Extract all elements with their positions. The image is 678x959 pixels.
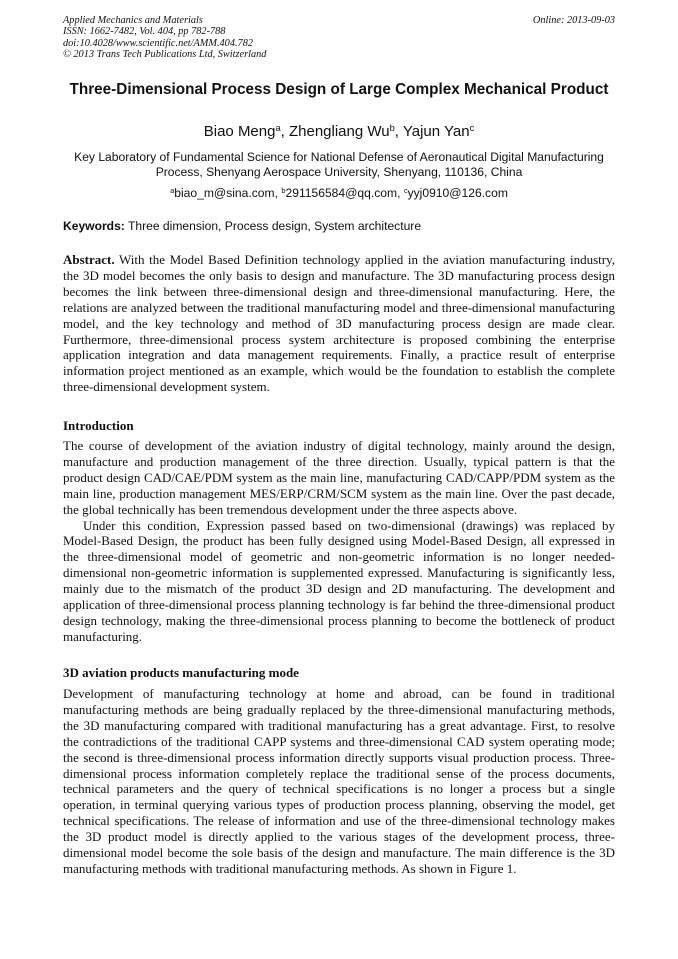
abstract-text: With the Model Based Definition technology applied in the aviation manufacturing industry, the 3D model becomes the only basis to design and manufacture. The 3D manufacturing process design becomes the link between three-dimensional design and three-dimensional manufacturing. Here, the relations are analyzed between the traditional manufacturing model and three-dimensional manufacturing model, and the key technology and method of 3D manufacturing process design are made clear. Furthermore, three-dimensional process system architecture is proposed combining the enterprise application integration and data management requirements. Finally, a practice result of enterprise information project mentioned as an example, which would be the foundation to establish the complete three-dimensional development system. [63,252,616,395]
author-name: Yajun Yan [402,123,470,140]
author-affil-mark: b [389,122,395,133]
author-name: Biao Meng [203,123,276,140]
paragraph: Development of manufacturing technology at home and abroad, can be found in traditional manufacturing methods are being gradually replaced by the three-dimensional manufacturing methods, the 3D manufacturing compared with traditional manufacturing has a great advantage. First, to resolve the contradictions of the traditional CAPP systems and three-dimensional CAD system operating mode; the second is three-dimensional process information directly supports visual production process. Three-dimensional process information completely replace the traditional sense of the process documents, technical parameters and the query of technical specifications is no longer a process but a single operation, in terminal querying various types of production process planning, observing the model, get technical specifications. The release of information and use of the three-dimensional technology makes the 3D product model is directly applied to the various stages of the development process, three-dimensional model become the sole basis of the design and manufacture. The main difference is the 3D manufacturing methods with traditional manufacturing methods. As shown in Figure 1. [63,686,615,876]
manufacturing-mode-body [63,686,615,877]
paragraph: The course of development of the aviation industry of digital technology, mainly around the design, manufacture and production management of the three direction. Usually, typical pattern is that the product design CAD/CAE/PDM system as the main line, manufacturing CAD/CAPP/PDM system as the main line, production management MES/ERP/CRM/SCM system as the main line. Over the past decade, the global technically has been tremendous development under the three aspects above. [63,438,615,517]
affiliation: Key Laboratory of Fundamental Science for National Defense of Aeronautical Digital Manufacturing Process, Shenyang Aerospace University, Shenyang, 110136, China [74,150,604,179]
email-mark: a [170,185,175,195]
journal-name: Applied Mechanics and Materials [63,15,203,26]
introduction-body [63,438,615,645]
running-header [63,15,266,60]
abstract-label: Abstract. [63,252,115,267]
abstract [63,252,615,395]
paragraph: Under this condition, Expression passed based on two-dimensional (drawings) was replaced by Model-Based Design, the product has been fully designed using Model-Based Design, all expressed in the three-dimensional model of geometric and non-geometric information is no longer needed-dimensional non-geometric information is supplemented expressed. Manufacturing is significantly less, mainly due to the mismatch of the product 3D design and 2D manufacturing. The development and application of three-dimensional process planning technology is far behind the three-dimensional product design technology, making the three-dimensional process planning to become the bottleneck of product manufacturing. [63,517,615,644]
author-list: Biao Meng$^a$, Zhengliang Wu$^b$, Yajun Yan$^c$ [203,122,475,140]
email-address: 291156584@qq.com [285,186,398,200]
keywords [63,219,615,234]
online-date: Online: 2013-09-03 [532,15,615,26]
email-mark: c [403,185,408,195]
section-heading-manufacturing-mode: 3D aviation products manufacturing mode [63,665,299,680]
email-list: $^a$biao_m@sina.com, $^b$291156584@qq.com, $^c$yyj0910@126.com [170,185,508,200]
doi-line: doi:10.4028/www.scientific.net/AMM.404.782 [63,37,253,49]
email-mark: b [281,185,286,195]
keywords-label: Keywords: [63,219,125,233]
keywords-text: Three dimension, Process design, System architecture [127,219,422,233]
author-affil-mark: c [469,122,475,133]
author-name: Zhengliang Wu [288,123,390,140]
author-affil-mark: a [275,122,281,133]
issn-line: ISSN: 1662-7482, Vol. 404, pp 782-788 [63,26,226,38]
email-address: yyj0910@126.com [407,186,508,200]
paper-title: Three-Dimensional Process Design of Large Complex Mechanical Product [69,81,609,98]
section-heading-introduction: Introduction [63,418,134,433]
copyright-line: © 2013 Trans Tech Publications Ltd, Switzerland [63,48,267,60]
email-address: biao_m@sina.com [174,186,275,200]
